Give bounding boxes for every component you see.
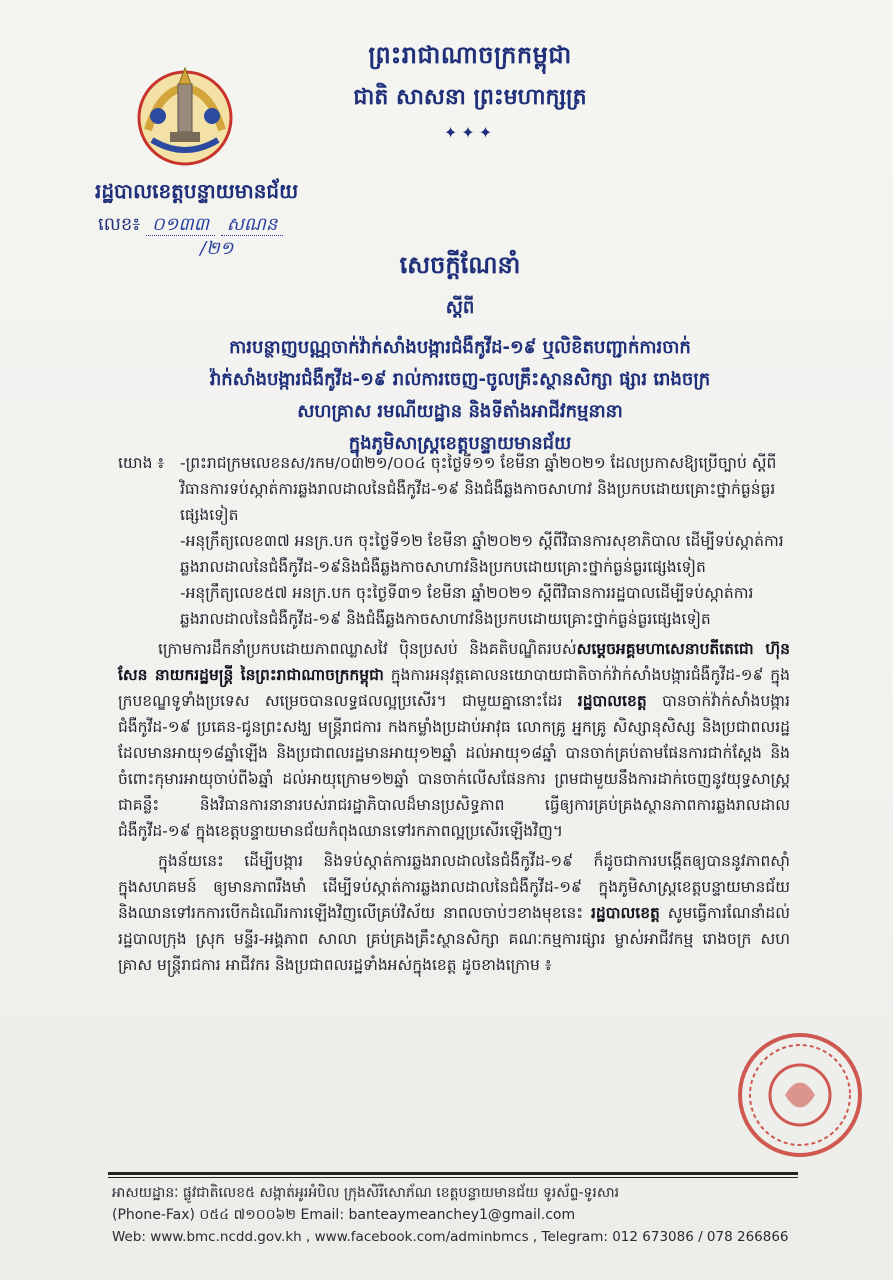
royal-emblem-icon: [130, 60, 240, 170]
reference-label: លេខ៖: [98, 214, 141, 235]
reference-item: -អនុក្រឹត្យលេខ៥៧ អនក្រ.បក ចុះថ្ងៃទី៣១ ខែមីនា ឆ្នាំ២០២១ ស្តីពីវិធានការរដ្ឋបាលដើម្បីទប់ស្កាត់ការឆ្លងរាលដាលនៃជំងឺកូវីដ-១៩ និងជំងឺឆ្លងកាចសាហាវនិងប្រកបដោយគ្រោះថ្នាក់ធ្ងន់ធ្ងរផ្សេងទៀត: [180, 584, 754, 628]
footer-email-label: Email:: [300, 1207, 345, 1223]
kingdom-name: ព្រះរាជាណាចក្រកម្ពុជា: [368, 41, 572, 69]
footer-divider-thin: [108, 1177, 798, 1178]
footer-phone-email: [112, 1204, 802, 1226]
footer-web: [112, 1226, 802, 1248]
paragraph-text: បានចាក់វ៉ាក់សាំងបង្ការជំងឺកូវីដ-១៩ ប្រគេន-ជូនព្រះសង្ឃ មន្ត្រីរាជការ កងកម្លាំងប្រដាប់អាវុធ លោកគ្រូ អ្នកគ្រូ សិស្សានុសិស្ស និងប្រជាពលរដ្ឋ ដែលមានអាយុ១៨ឆ្នាំឡើង និងប្រជាពលរដ្ឋមានអាយុ១២ឆ្នាំ ដល់អាយុ១៨ឆ្នាំ បានចាក់គ្រប់តាមផែនការជាក់ស្តែង និងចំពោះកុមារអាយុចាប់ពី៦ឆ្នាំ ដល់អាយុក្រោម១២ឆ្នាំ បានចាក់លើសផែនការ ព្រមជាមួយនឹងការដាក់ចេញនូវយុទ្ធសាស្ត្រជាគន្លឹះ និងវិធានការនានារបស់រាជរដ្ឋាភិបាលដ៏មានប្រសិទ្ធភាព ធ្វើឲ្យការគ្រប់គ្រងស្ថានភាពការឆ្លងរាលដាលជំងឺកូវីដ-១៩ ក្នុងខេត្តបន្ទាយមានជ័យកំពុងឈានទៅរកភាពល្អប្រសើរឡើងវិញ។: [118, 692, 790, 840]
paragraph-text: ក្រោមការដឹកនាំប្រកបដោយភាពឈ្លាសវៃ ប៉ិនប្រសប់ និងគតិបណ្ឌិតរបស់: [158, 640, 577, 658]
reference-code-value: សណន: [221, 214, 284, 236]
references-label: យោង ៖: [118, 454, 165, 472]
paragraph-emphasis: រដ្ឋបាលខេត្ត: [591, 904, 660, 922]
reference-item: -អនុក្រឹត្យលេខ៣៧ អនក្រ.បក ចុះថ្ងៃទី១២ ខែមីនា ឆ្នាំ២០២១ ស្តីពីវិធានការសុខាភិបាល ដើម្បីទប់ស្កាត់ការឆ្លងរាលដាលនៃជំងឺកូវីដ-១៩និងជំងឺឆ្លងកាចសាហាវនិងប្រកបដោយគ្រោះថ្នាក់ធ្ងន់ធ្ងរផ្សេងទៀត: [180, 532, 784, 576]
national-motto: ជាតិ សាសនា ព្រះមហាក្សត្រ: [353, 85, 587, 110]
issuing-authority: រដ្ឋបាលខេត្តបន្ទាយមានជ័យ: [95, 179, 299, 203]
paragraph-context: [118, 636, 790, 844]
paragraph-instruction: [118, 848, 790, 978]
paragraph-text: សូមធ្វើការណែនាំដល់ រដ្ឋបាលក្រុង ស្រុក មន្ទីរ-អង្គភាព សាលា គ្រប់គ្រងគ្រឹះស្ថានសិក្សា គណៈកម្មការផ្សារ ម្ចាស់អាជីវកម្ម រោងចក្រ សហគ្រាស មន្ត្រីរាជការ អាជីវករ និងប្រជាពលរដ្ឋទាំងអស់ក្នុងខេត្ត ដូចខាងក្រោម ៖: [118, 904, 790, 974]
paragraph-emphasis: រដ្ឋបាលខេត្ត: [577, 692, 647, 710]
footer-email: banteaymeanchey1@gmail.com: [348, 1207, 576, 1223]
document-title: សេចក្ដីណែនាំ: [399, 251, 521, 279]
subject-line: សហគ្រាស រមណីយដ្ឋាន និងទីតាំងអាជីវកម្មនានា: [297, 401, 623, 422]
subject-line: ការបន្ថាញបណ្ណចាក់វ៉ាក់សាំងបង្ការជំងឺកូវីដ-១៩ ឬលិខិតបញ្ជាក់ការចាក់: [229, 337, 691, 358]
footer-web-label: Web:: [112, 1229, 146, 1245]
document-subject: [150, 332, 770, 460]
footer-website: www.bmc.ncdd.gov.kh: [150, 1229, 302, 1245]
official-seal-icon: [735, 1030, 865, 1160]
footer-address: អាសយដ្ឋានៈ ផ្លូវជាតិលេខ៥ សង្កាត់អូរអំបិល ក្រុងសិរីសោភ័ណ ខេត្តបន្ទាយមានជ័យ ទូរស័ព្ទ-ទូរសារ: [112, 1185, 620, 1201]
footer-divider: [108, 1172, 798, 1175]
national-header: [300, 40, 640, 142]
reference-item: -ព្រះរាជក្រមលេខនស/រកម/០៣២១/០០៤ ចុះថ្ងៃទី១១ ខែមីនា ឆ្នាំ២០២១ ដែលប្រកាសឱ្យប្រើច្បាប់ ស្តីពីវិធានការទប់ស្កាត់ការឆ្លងរាលដាលនៃជំងឺកូវីដ-១៩ និងជំងឺឆ្លងកាចសាហាវ និងប្រកបដោយគ្រោះថ្នាក់ធ្ងន់ធ្ងរផ្សេងទៀត: [180, 454, 777, 524]
document-body: [118, 450, 790, 978]
footer-contact: [112, 1182, 802, 1248]
paragraph-emphasis: សម្តេចអគ្គមហាសេនាបតីតេជោ ហ៊ុន សែន នាយករដ្ឋមន្ត្រី នៃព្រះរាជាណាចក្រកម្ពុជា: [118, 640, 791, 684]
references-list: [180, 450, 790, 632]
document-title-block: [150, 250, 770, 460]
paragraph-text: ក្នុងការអនុវត្តគោលនយោបាយជាតិចាក់វ៉ាក់សាំងបង្ការជំងឺកូវីដ-១៩ ក្នុងក្របខណ្ឌទូទាំងប្រទេស សម្រេចបានលទ្ធផលល្អប្រសើរ។ ជាមួយគ្នានោះដែរ: [118, 666, 790, 710]
paragraph-text: ក្នុងន័យនេះ ដើម្បីបង្ការ និងទប់ស្កាត់ការឆ្លងរាលដាលនៃជំងឺកូវីដ-១៩ ក៏ដូចជាការបង្កើតឲ្យបាននូវភាពស៊ាំក្នុងសហគមន៍ ឲ្យមានភាពរឹងមាំ ដើម្បីទប់ស្កាត់ការឆ្លងរាលដាលនៃជំងឺកូវីដ-១៩ ក្នុងភូមិសាស្ត្រខេត្តបន្ទាយមានជ័យ និងឈានទៅរកការបើកដំណើរការឡើងវិញលើគ្រប់វិស័យ នាពលចាប់ៗខាងមុខនេះ: [118, 852, 790, 922]
footer-facebook: , www.facebook.com/adminbmcs: [306, 1229, 529, 1245]
footer-telegram: 012 673086 / 078 266866: [612, 1229, 789, 1245]
subject-line: វ៉ាក់សាំងបង្ការជំងឺកូវីដ-១៩ រាល់ការចេញ-ចូលគ្រឹះស្ថានសិក្សា ផ្សារ រោងចក្រ: [209, 369, 711, 390]
subject-line: ក្នុងភូមិសាស្ត្រខេត្តបន្ទាយមានជ័យ: [348, 433, 572, 454]
references-section: [118, 450, 790, 632]
ornament-divider: ✦✦✦: [443, 123, 497, 142]
reference-year-suffix: /២១: [200, 238, 234, 259]
footer-phone: (Phone-Fax) ០៥៤ ៧១០០៦២: [112, 1207, 297, 1223]
document-subtitle: ស្ដីពី: [445, 297, 475, 318]
footer-telegram-label: , Telegram:: [532, 1229, 608, 1245]
reference-number-value: ០១៣៣: [146, 214, 215, 236]
reference-number: [98, 212, 283, 239]
